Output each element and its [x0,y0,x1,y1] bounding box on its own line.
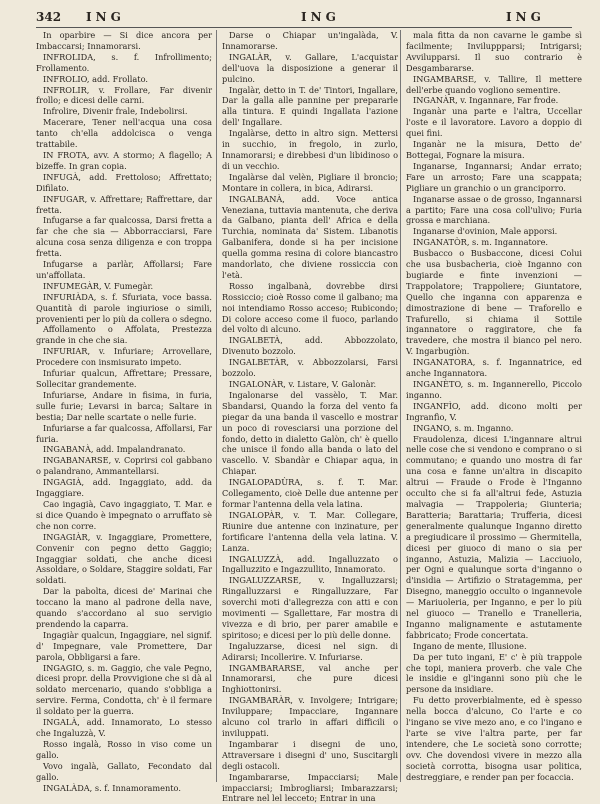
dictionary-entry: INGAMBARÀR, v. Involgere; Intrigare; Inviluppare; Impacciare, Ingannare alcuno col trarlo in affari difficili o inviluppati. [222,695,398,738]
dictionary-entry: INFROLIR, v. Frollare, Far divenir frollo; e dicesi delle carni. [36,84,212,106]
dictionary-entry: INGABANARSE, v. Coprirsi col gabbano o palandrano, Ammantellarsi. [36,455,212,477]
page-number: 342 [36,10,62,24]
dictionary-entry: Ingalàrse dal velèn, Pigliare il broncio; Montare in collera, in bica, Adirarsi. [222,171,398,193]
dictionary-entry: INGANATÒR, s. m. Ingannatore. [413,237,549,248]
column-left [36,30,213,793]
dictionary-entry: INGALOPADÙRA, s. f. T. Mar. Collegamento, cioè Delle due antenne per formar l'antenna della vela latina. [222,477,398,509]
dictionary-entry: Ingagiàr qualcun, Ingaggiare, nel signif. d' Impegnare, vale Promettere, Dar parola, Obbligarsi a fare. [36,629,212,662]
dictionary-entry: Busbacco o Busbaccone, dicesi Colui che usa busbacheria, cioè Inganno con bugiarde e finte invenzioni — Trappolatore; Trappoliere; Giuntatore, Quello che inganna con apparenza e dimostrazione di bene — Traforello e Trafurello, si chiama il Sottile ingannatore o raggiratore, che fa travedere, che mostra il bianco pel nero. V. Ingarbugiòn. [406,248,582,357]
dictionary-entry: INGALÀDA, s. f. Innamoramento. [43,782,181,793]
dictionary-entry: Fu detto proverbialmente, ed è spesso nella bocca d'alcuno, Co l'arte e co l'ingano se vive mezo ano, e co l'ingano e l'arte se vive l'altra parte, per far intendere, che Le società sono corrotte; ovv. Che dovendosi vivere in mezzo alla società corrotta, bisogna usar politica, destreggiare, e render pan per focaccia. [406,695,582,782]
dictionary-entry: Infrolire, Divenir frale, Indebolirsi. [43,106,188,117]
column-divider [216,30,217,782]
dictionary-entry: Ingambarar i disegni de uno, Attraversare i disegni d' uno, Suscitargli degli ostacoli. [222,738,398,771]
dictionary-entry: Da per tuto ingani, E' c' è più trappole che topi, maniera proverb. che vale Che le insidie e gl'inganni sono più che le persone da insidiare. [406,651,582,695]
dictionary-entry: INGAGIO, s. m. Gaggio, che vale Pegno, dicesi propr. della Provvigione che si dà al soldato mercenario, quando s'obbliga a servire. Ferma, Condotta, ch' è il fermare il soldato per la guerra. [36,662,212,717]
dictionary-entry: Ingano de mente, Illusione. [413,640,527,651]
dictionary-entry: INGAMBARSE, v. Tallire, Il mettere dell'erbe quando vogliono sementire. [406,73,582,95]
dictionary-entry: Infuriarse, Andare in fisima, in furia, sulle furie; Levarsi in barca; Saltare in bestia; Dar nelle scartate o nelle furie. [36,389,212,422]
dictionary-entry: INGAMBARARSE, val anche per Innamorarsi, che pure dicesi Inghiottonirsi. [222,662,398,695]
running-headword-right: ING [506,10,545,24]
dictionary-entry: INGALBETÀR, v. Abbozzolarsi, Farsi bozzolo. [222,357,398,379]
column-center [222,30,398,804]
dictionary-entry: Infugarse a parlàr, Affollarsi; Fare un'affollata. [36,259,212,280]
dictionary-entry: INGANÈTO, s. m. Ingannerello, Piccolo inganno. [406,379,582,400]
dictionary-entry: Inganarse, Ingannarsi; Andar errato; Fare un arrosto; Fare una scappata; Pigliare un granchio o un granciporro. [406,160,582,193]
running-headword-left: ING [86,10,125,24]
dictionary-entry: INFUGAR, v. Affrettare; Raffrettare, dar fretta. [36,193,212,215]
dictionary-entry: INGALÀ, add. Innamorato, Lo stesso che Ingaluzzà, V. [36,717,212,738]
dictionary-entry: Infuriarse a far qualcossa, Affollarsi, Far furia. [36,422,212,444]
dictionary-entry: Dar la pabolta, dicesi de' Marinai che toccano la mano al padrone della nave, quando s'accordano al suo servigio prendendo la caparra. [36,586,212,629]
dictionary-entry: Fraudolenza, dicesi L'ingannare altrui nelle cose che si vendono e comprano o si commutano; e quando uno mostra di far una cosa e fanne un'altra in discapito altrui — Fraude o Frode è l'Inganno occulto che si fa all'altrui fede, Astuzia malvagia — Trappoleria; Giunteria; Baratteria; Barattaria; Trufferia, dicesi generalmente qualunque Inganno diretto a pregiudicare il prossimo — Ghermitella, dicesi per giuoco di mano o sia per inganno, Astuzia, Malizia — Lacciuolo, per Ogni e qualunque sorta d'inganno o d'insidia — Artifizio o Stratagemma, per Disegno, maneggio occulto o ingannevole — Mariuoleria, per Inganno, e per lo più nel giuoco — Tranello e Tranelleria, Inganno malignamente e astutamente fabbricato; Frode concertata. [406,433,582,640]
dictionary-entry: INGANATORA, s. f. Ingannatrice, ed anche Ingannatora. [406,357,582,379]
dictionary-entry: Darse o Chiapar un'ingalàda, V. Innamorarse. [222,30,398,51]
dictionary-entry: INGANFÌO, add. dicono molti per Ingranfìo, V. [406,400,582,422]
dictionary-entry: In oparbire — Si dice ancora per Imbaccarsi; Innamorarsi. [36,30,212,51]
dictionary-entry: INGALBANÀ, add. Voce antica Veneziana, tuttavia mantenuta, che deriva da Galbano, pianta dell' Africa e della Turchia, nominata da' Sistem. Libanotis Galbanifera, donde si ha per incisione quella gomma resina di colore biancastro mandorlato, che diviene rossiccia con l'età. [222,193,398,280]
dictionary-entry: Ingambararse, Impacciarsi; Male impacciarsi; Imbrogliarsi; Imbarazzarsi; Entrare nel lel lecceto; Entrar in una [222,771,398,804]
dictionary-entry: IN FROTA, avv. A stormo; A flagello; A bizeffe. In gran copia. [36,149,212,171]
dictionary-entry: Vovo ingalà, Gallato, Fecondato dal gallo. [36,760,212,782]
dictionary-entry: Ingalàrse, detto in altro sign. Mettersi in succhio, in fregolo, in zurlo, Innamorarsi; e direbbesi d'un libidinoso o di un vecchio. [222,128,398,171]
column-divider [400,30,401,782]
running-headword-center: ING [301,10,340,24]
dictionary-entry: Inganarse assae o de grosso, Ingannarsi a partito; Fare una cosa coll'ulivo; Furia grossa e marchiana. [406,193,582,226]
dictionary-entry: Ingaluzzarse, dicesi nel sign. di Adirarsi; Incollerire. V. Infuriarse. [222,640,398,662]
dictionary-entry: mala fitta da non cavarne le gambe sì facilmente; Inviluppparsi; Intrigarsi; Avvilupparsi. Il suo contrario è Desgambararse. [406,30,582,73]
dictionary-entry: Inganarse d'ovinion, Male apporsi. [413,226,558,237]
dictionary-entry: INGALBETÀ, add. Abbozzolato, Divenuto bozzolo. [222,335,398,357]
dictionary-entry: Macerare, Tener nell'acqua una cosa tanto ch'ella addolcisca o venga trattabile. [36,117,212,150]
dictionary-entry: INFURIAR, v. Infuriare; Arrovellare, Procedere con insmisurato impeto. [36,346,212,368]
column-right [406,30,582,782]
dictionary-entry: INGALUZZARSE, v. Ingalluzzarsi; Ringalluzzarsi e Ringalluzzare, Far soverchi moti d'allegrezza con atti e con movimenti — Sgallettare, Far mostra di vivezza e di brio, per parer amabile e spiritoso; e dicesi per lo più delle donne. [222,575,398,640]
dictionary-entry: INFUMEGÀR, V. Fumegàr. [43,280,154,291]
dictionary-entry: Affollamento o Affolata, Prestezza grande in che che sia. [36,324,212,346]
dictionary-entry: INFROLIO, add. Frollato. [43,73,148,84]
dictionary-entry: INGAGIÀR, v. Ingaggiare, Promettere, Convenir con pegno detto Gaggio; Ingaggiar soldati, che anche dicesi Assoldare, o Soldare, Staggire soldati, Far soldati. [36,531,212,586]
dictionary-entry: Rosso ingalbanà, dovrebbe dirsi Rossiccio; cioè Rosso come il galbano; ma noi intendiamo Rosso acceso; Rubicondo; Di colore acceso come il fuoco, parlando del volto di alcuno. [222,280,398,335]
dictionary-entry: Cao ingagià, Cavo ingaggiato, T. Mar. e si dice Quando è impegnato o arruffato sè che non corre. [36,498,212,531]
page-header [36,10,572,26]
dictionary-entry: Infuriar qualcun, Affrettare; Pressare, Sollecitar grandemente. [36,368,212,389]
dictionary-entry: INGALUZZÀ, add. Ingalluzzato o Ingalluzzito e Ingazzullito, Innamorato. [222,553,398,575]
dictionary-entry: INGAGIÀ, add. Ingaggiato, add. da Ingaggiare. [36,477,212,499]
header-rule [36,27,572,28]
dictionary-entry: INFURIÀDA, s. f. Sfuriata, voce bassa. Quantità di parole ingiuriose o simili, provenienti per lo più da collera o sdegno. [36,291,213,324]
dictionary-entry: Inganàr una parte e l'altra, Uccellar l'oste e il lavoratore. Lavoro a doppio di quei fini. [406,106,582,139]
dictionary-entry: Infugarse a far qualcossa, Darsi fretta a far che che sia — Abborracciarsi, Fare alcuna cosa senza diligenza e con troppa fretta. [36,215,212,259]
dictionary-entry: INFUGÀ, add. Frettoloso; Affrettato; Difilato. [36,171,212,193]
dictionary-entry: INGABANÀ, add. Impalandranato. [43,444,186,455]
dictionary-entry: Rosso ingalà, Rosso in viso come un gallo. [36,738,212,760]
dictionary-entry: Inganàr ne la misura, Detto de' Bottegai, Fognare la misura. [406,139,582,160]
dictionary-entry: INFROLIDA, s. f. Infrollimento; Frollamento. [36,51,212,73]
dictionary-entry: INGALÀR, v. Gallare, L'acquistar dell'uova la disposizione a generar il pulcino. [222,51,398,84]
dictionary-entry: Ingalàr, detto in T. de' Tintori, Ingallare, Dar la galla alle pannine per prepararle alla tintura. E quindi Ingallata l'azione dell' Ingallare. [222,84,398,128]
dictionary-entry: INGALONÀR, v. Listare, V. Galonàr. [229,379,377,389]
dictionary-entry: Ingalonarse del vassèlo, T. Mar. Sbandarsi, Quando la forza del vento fa piegar da una banda il vascello e mostrar un poco di rovesciarsi una porzione del fondo, detto in dialetto Galòn, ch' è quello che unisce il fondo alla banda o lato del vascello. V. Sbandàr e Chiapar aqua, in Chiapar. [222,389,398,477]
dictionary-entry: INGALOPÀR, v. T. Mar. Collegare, Riunire due antenne con inzinature, per fortificare l'antenna della vela latina. V. Lanza. [222,509,398,553]
dictionary-entry: INGANO, s. m. Inganno. [413,422,514,433]
dictionary-entry: INGANÀR, v. Ingannare, Far frode. [413,95,559,106]
